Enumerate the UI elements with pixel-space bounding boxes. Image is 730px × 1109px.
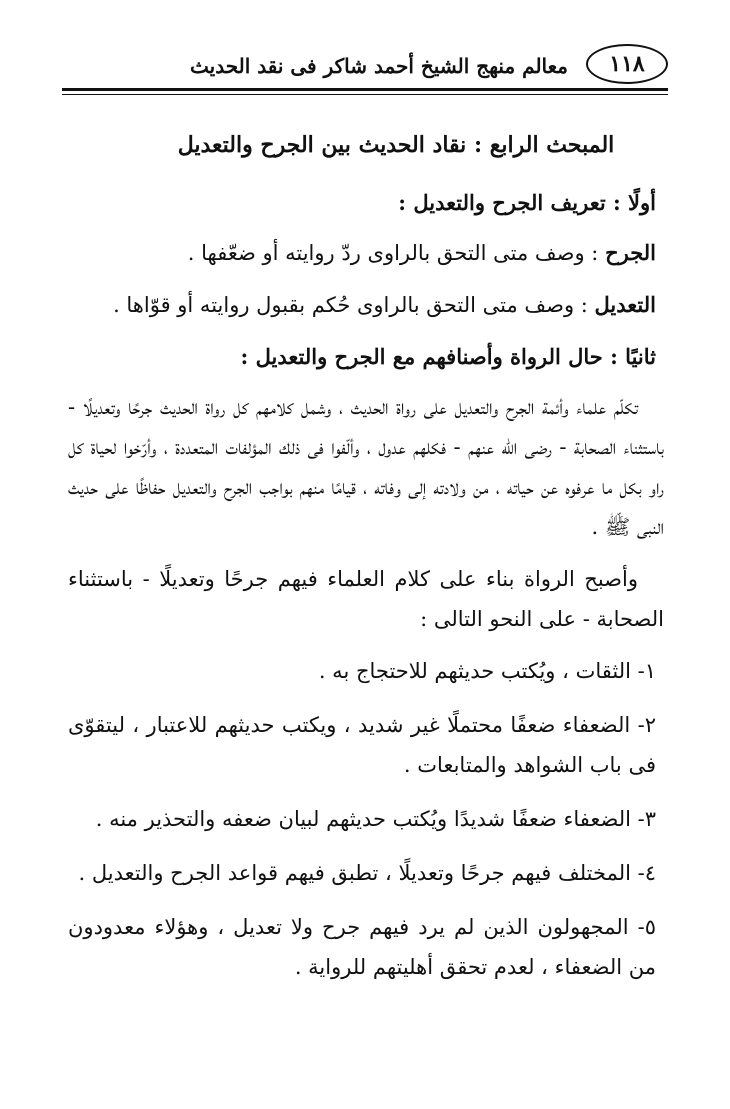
- definition-jarh: [68, 233, 664, 273]
- header-rule-thin: [62, 94, 668, 95]
- list-item: ٣- الضعفاء ضعفًا شديدًا ويُكتب حديثهم لبيان ضعفه والتحذير منه .: [95, 807, 656, 831]
- page-header: [62, 40, 668, 86]
- definition-text: : وصف متى التحق بالراوى ردّ روايته أو ضعّفها .: [187, 241, 606, 265]
- paragraph: تكلّم علماء وأئمة الجرح والتعديل على رواة الحديث ، وشمل كلامهم كل رواة الحديث جرحًا وتعديلًا - باستثناء الصحابة - رضى اللّه عنهم - فكلهم عدول ، وألّفوا فى ذلك المؤلفات المتعددة ، وأرّخوا لحياة كل راو بكل ما عرفوه عن حياته ، من ولادته إلى وفاته ، قيامًا منهم بواجب الجرح والتعديل حفاظًا على حديث النبى ﷺ .: [68, 395, 664, 539]
- heading-second: ثانيًا : حال الرواة وأصنافهم مع الجرح والتعديل :: [240, 344, 656, 369]
- page-number: ١١٨: [586, 44, 668, 84]
- definition-text: : وصف متى التحق بالراوى حُكم بقبول روايته أو قوّاها .: [113, 293, 595, 317]
- definition-term: الجرح: [605, 240, 656, 265]
- list-item: ٥- المجهولون الذين لم يرد فيهم جرح ولا تعديل ، وهؤلاء معدودون من الضعفاء ، لعدم تحقق أهليتهم للرواية .: [68, 915, 656, 979]
- page-body: [68, 125, 664, 1001]
- list-item: ٢- الضعفاء ضعفًا محتملًا غير شديد ، ويكتب حديثهم للاعتبار ، ليتقوّى فى باب الشواهد والمتابعات .: [68, 713, 656, 777]
- heading-first: أولًا : تعريف الجرح والتعديل :: [398, 190, 656, 215]
- paragraph: وأصبح الرواة بناء على كلام العلماء فيهم جرحًا وتعديلًا - باستثناء الصحابة - على النحو التالى :: [68, 567, 664, 631]
- definition-term: التعديل: [594, 292, 656, 317]
- section-title: المبحث الرابع : نقاد الحديث بين الجرح والتعديل: [177, 132, 615, 158]
- list-item: ٤- المختلف فيهم جرحًا وتعديلًا ، تطبق فيهم قواعد الجرح والتعديل .: [78, 861, 656, 885]
- list-item: ١- الثقات ، ويُكتب حديثهم للاحتجاج به .: [318, 659, 656, 683]
- header-rule-thick: [62, 88, 668, 91]
- running-title: معالم منهج الشيخ أحمد شاكر فى نقد الحديث: [190, 54, 568, 78]
- definition-tadil: [68, 285, 664, 325]
